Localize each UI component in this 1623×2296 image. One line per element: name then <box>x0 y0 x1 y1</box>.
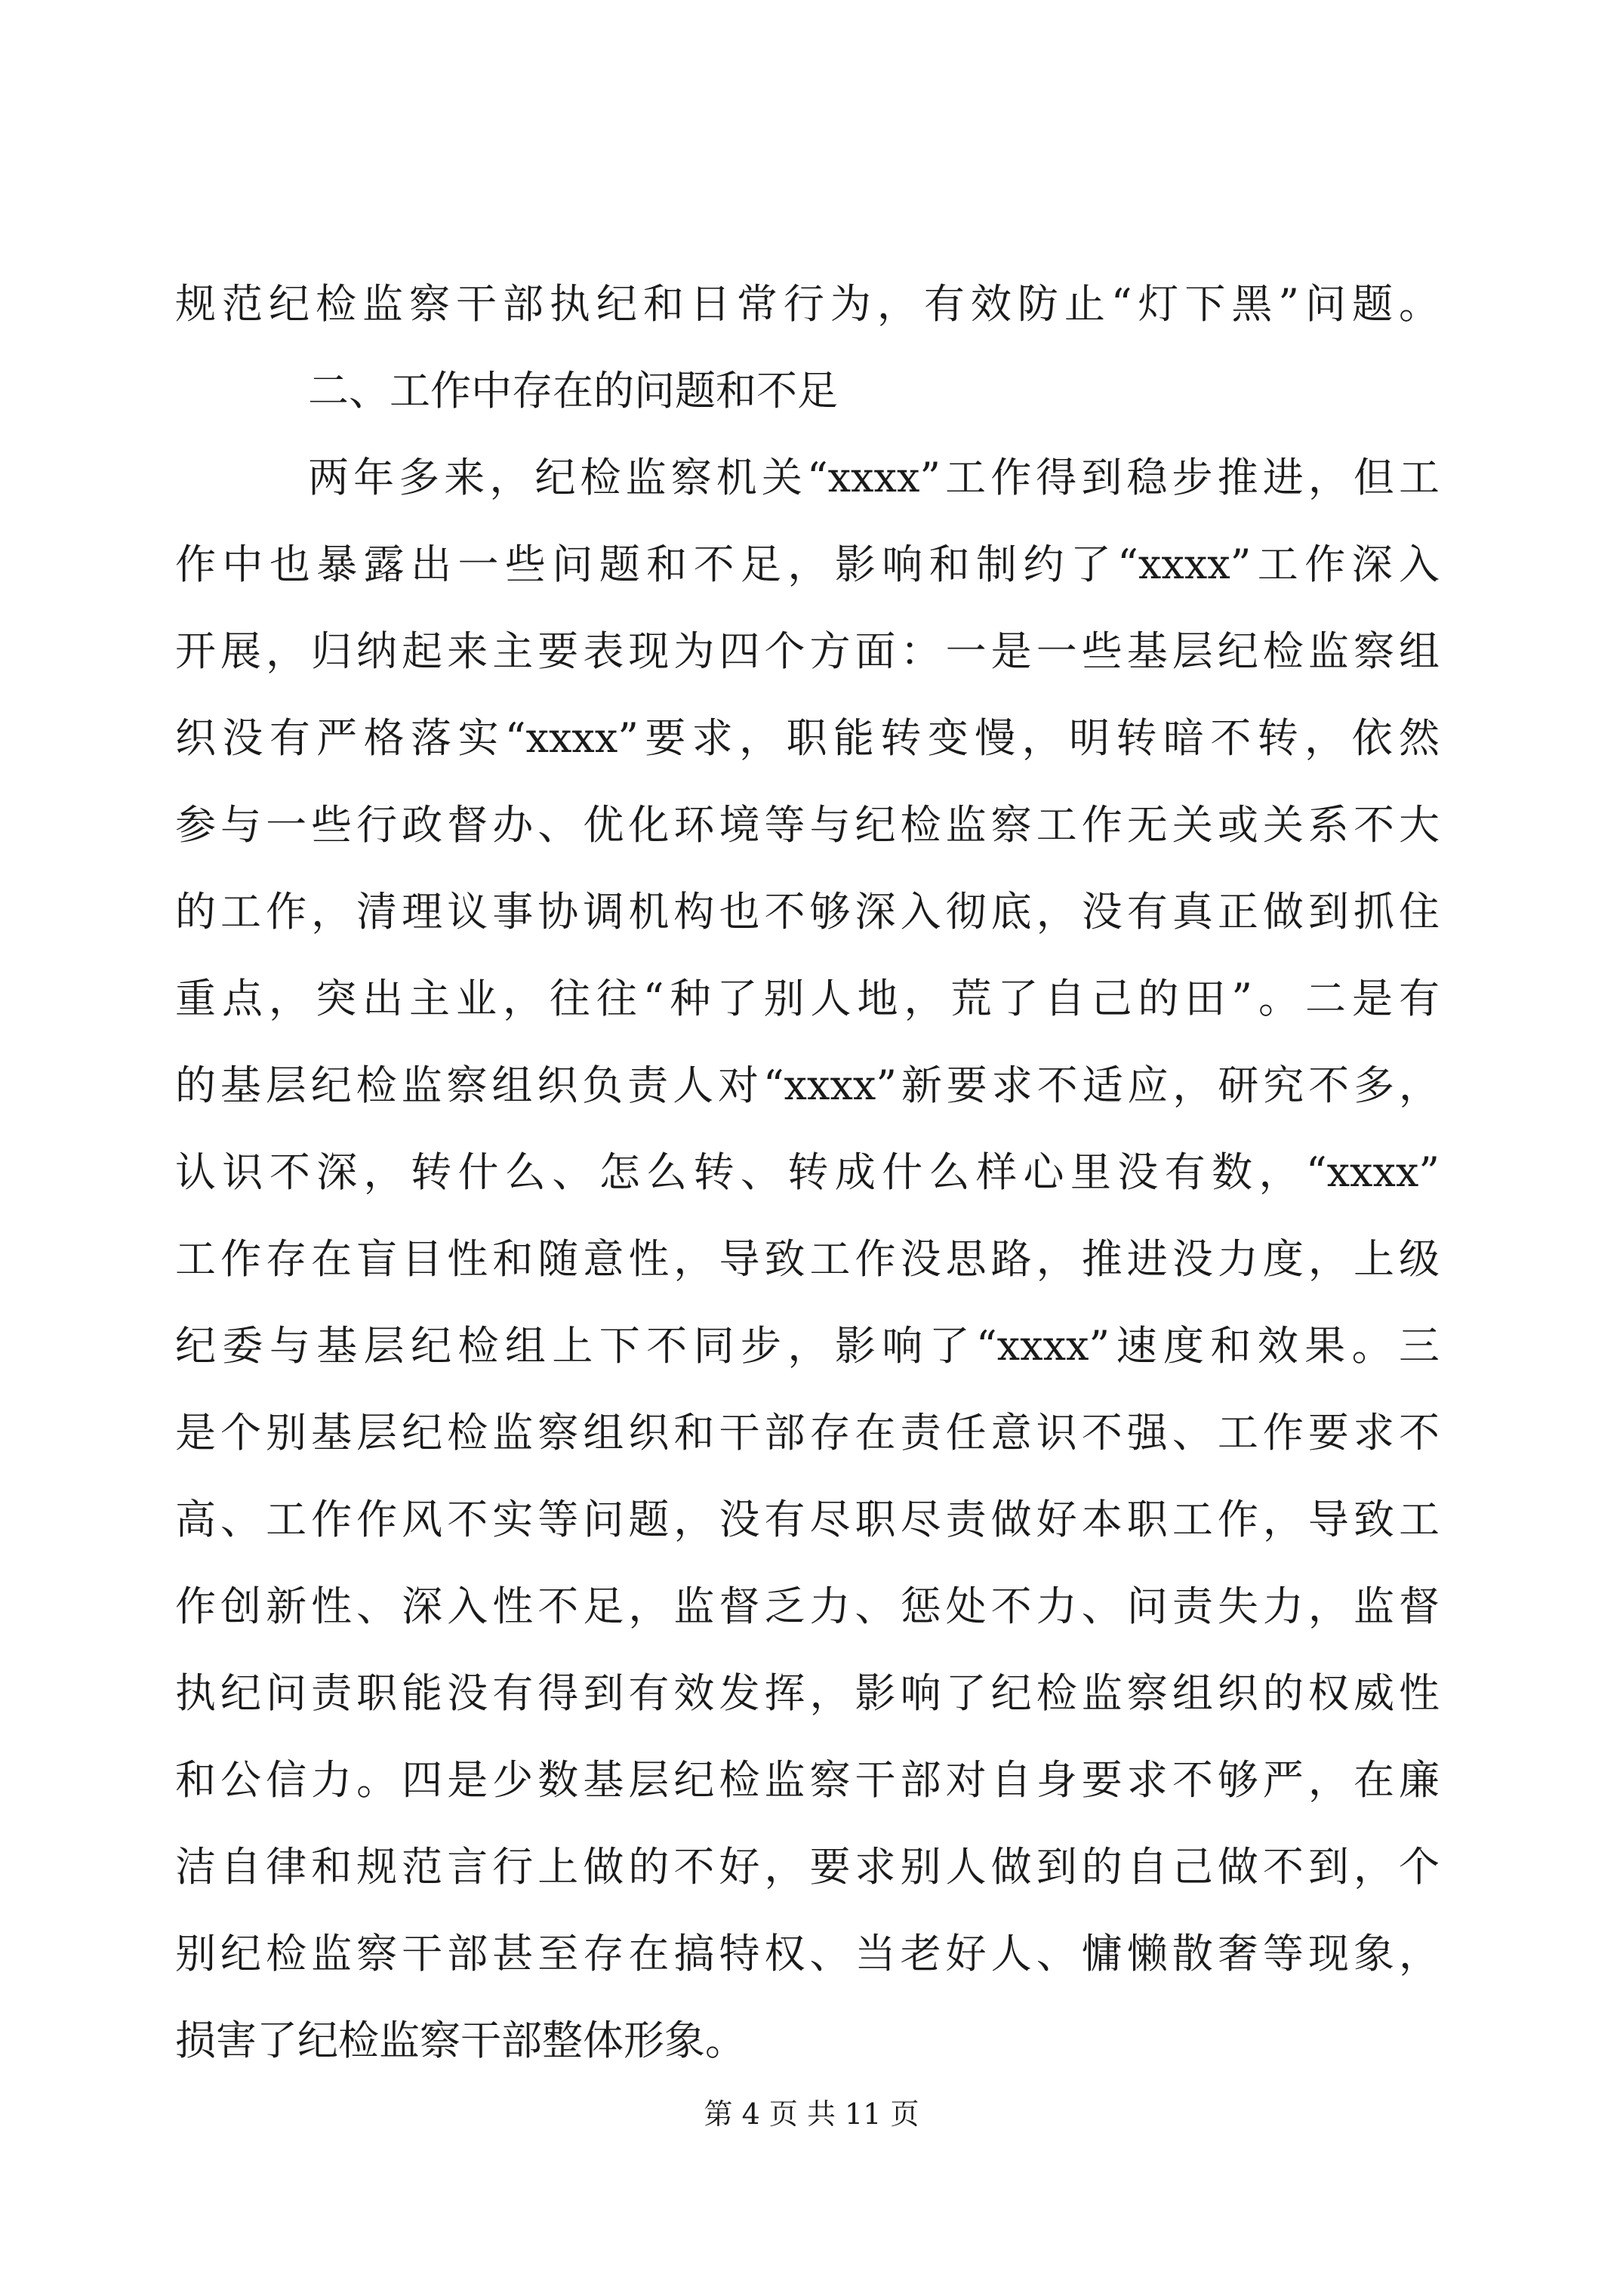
paragraph-line: 和公信力。四是少数基层纪检监察干部对自身要求不够严，在廉 <box>175 1756 1440 1804</box>
paragraph-line: 作中也暴露出一些问题和不足，影响和制约了“xxxx”工作深入 <box>175 541 1440 588</box>
paragraph-line: 规范纪检监察干部执纪和日常行为，有效防止“灯下黑”问题。 <box>175 280 1440 328</box>
paragraph-line: 纪委与基层纪检组上下不同步，影响了“xxxx”速度和效果。三 <box>175 1322 1440 1370</box>
body-text <box>175 260 1440 2084</box>
page-number-footer: 第 4 页 共 11 页 <box>704 2097 919 2131</box>
paragraph-line: 的工作，清理议事协调机构也不够深入彻底，没有真正做到抓住 <box>175 888 1440 935</box>
paragraph-line: 重点，突出主业，往往“种了别人地，荒了自己的田”。二是有 <box>175 975 1440 1022</box>
paragraph-line: 作创新性、深入性不足，监督乏力、惩处不力、问责失力，监督 <box>175 1583 1440 1630</box>
paragraph-line: 洁自律和规范言行上做的不好，要求别人做到的自己做不到，个 <box>175 1843 1440 1891</box>
paragraph-line: 工作存在盲目性和随意性，导致工作没思路，推进没力度，上级 <box>175 1235 1440 1283</box>
paragraph-line: 参与一些行政督办、优化环境等与纪检监察工作无关或关系不大 <box>175 801 1440 849</box>
paragraph-line: 织没有严格落实“xxxx”要求，职能转变慢，明转暗不转，依然 <box>175 714 1440 762</box>
paragraph-line: 是个别基层纪检监察组织和干部存在责任意识不强、工作要求不 <box>175 1409 1440 1456</box>
paragraph-line: 开展，归纳起来主要表现为四个方面：一是一些基层纪检监察组 <box>175 627 1440 675</box>
paragraph-line: 高、工作作风不实等问题，没有尽职尽责做好本职工作，导致工 <box>175 1496 1440 1543</box>
paragraph-line: 认识不深，转什么、怎么转、转成什么样心里没有数，“xxxx” <box>175 1148 1440 1196</box>
section-heading: 二、工作中存在的问题和不足 <box>308 367 838 415</box>
paragraph-first-line: 两年多来，纪检监察机关“xxxx”工作得到稳步推进，但工 <box>308 454 1440 501</box>
paragraph-line: 执纪问责职能没有得到有效发挥，影响了纪检监察组织的权威性 <box>175 1669 1440 1717</box>
paragraph-last-line: 损害了纪检监察干部整体形象。 <box>175 2017 746 2064</box>
paragraph-line: 别纪检监察干部甚至存在搞特权、当老好人、慵懒散奢等现象， <box>175 1930 1440 1977</box>
paragraph-line: 的基层纪检监察组织负责人对“xxxx”新要求不适应，研究不多， <box>175 1062 1440 1109</box>
